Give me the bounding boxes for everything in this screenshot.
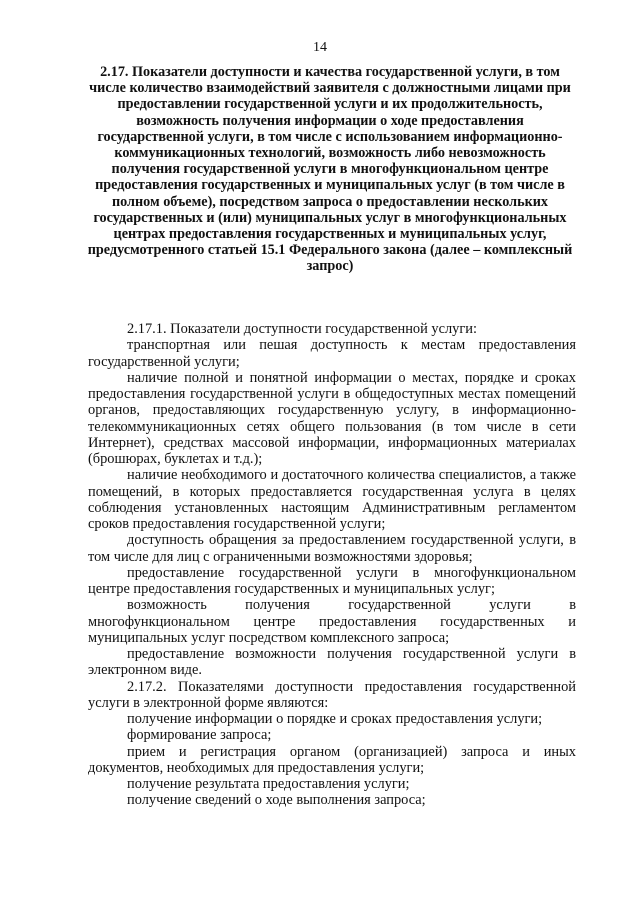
paragraph-accessibility: доступность обращения за предоставлением государственной услуги, в том числе для лиц с ограниченными возможностями здоровья; xyxy=(88,532,576,565)
paragraph-info-terms: получение информации о порядке и сроках предоставления услуги; xyxy=(127,711,543,727)
paragraph-request-registration: прием и регистрация органом (организацией) запроса и иных документов, необходимых для предоставления услуги; xyxy=(88,743,576,776)
paragraph-transport-access: транспортная или пешая доступность к местам предоставления государственной услуги; xyxy=(88,337,576,370)
paragraph-request-forming: формирование запроса; xyxy=(127,727,272,744)
paragraph-2-17-2-title: 2.17.2. Показателями доступности предоставления государственной услуги в электронной форме являются: xyxy=(88,678,576,711)
section-body xyxy=(88,321,576,809)
paragraph-information-availability: наличие полной и понятной информации о местах, порядке и сроках предоставления государственной услуги в общедоступных местах помещений органов, предоставляющих государственную услугу, в информационно-телекоммуникационных сетях общего пользования (в том числе в сети Интернет), средствах массовой информации, информационных материалах (брошюрах, буклетах и т.д.); xyxy=(88,369,576,467)
paragraph-specialists-premises: наличие необходимого и достаточного количества специалистов, а также помещений, в которых предоставляется государственная услуга в целях соблюдения установленных настоящим Административным регламентом сроков предоставления государственной услуги; xyxy=(88,467,576,532)
section-heading: 2.17. Показатели доступности и качества государственной услуги, в том числе количество взаимодействий заявителя с должностными лицами при предоставлении государственной услуги и их продолжительность, возможность получения информации о ходе предоставления государственной услуги, в том числе с использованием информационно-коммуникационных технологий, возможность либо невозможность получения государственной услуги в многофункциональном центре предоставления государственных и муниципальных услуг (в том числе в полном объеме), посредством запроса о предоставлении нескольких государственных и (или) муниципальных услуг в многофункциональных центрах предоставления государственных и муниципальных услуг, предусмотренного статьей 15.1 Федерального закона (далее – комплексный запрос) xyxy=(87,64,573,275)
paragraph-progress-info: получение сведений о ходе выполнения запроса; xyxy=(127,792,426,809)
paragraph-electronic-service: предоставление возможности получения государственной услуги в электронном виде. xyxy=(88,646,576,679)
paragraph-mfc-service: предоставление государственной услуги в многофункциональном центре предоставления государственных и муниципальных услуг; xyxy=(88,564,576,597)
paragraph-complex-request: возможность получения государственной услуги в многофункциональном центре предоставления государственных и муниципальных услуг посредством комплексного запроса; xyxy=(88,597,576,646)
paragraph-2-17-1-title: 2.17.1. Показатели доступности государственной услуги: xyxy=(127,321,477,337)
page-number: 14 xyxy=(313,40,327,55)
paragraph-result-receipt: получение результата предоставления услуги; xyxy=(127,776,410,792)
